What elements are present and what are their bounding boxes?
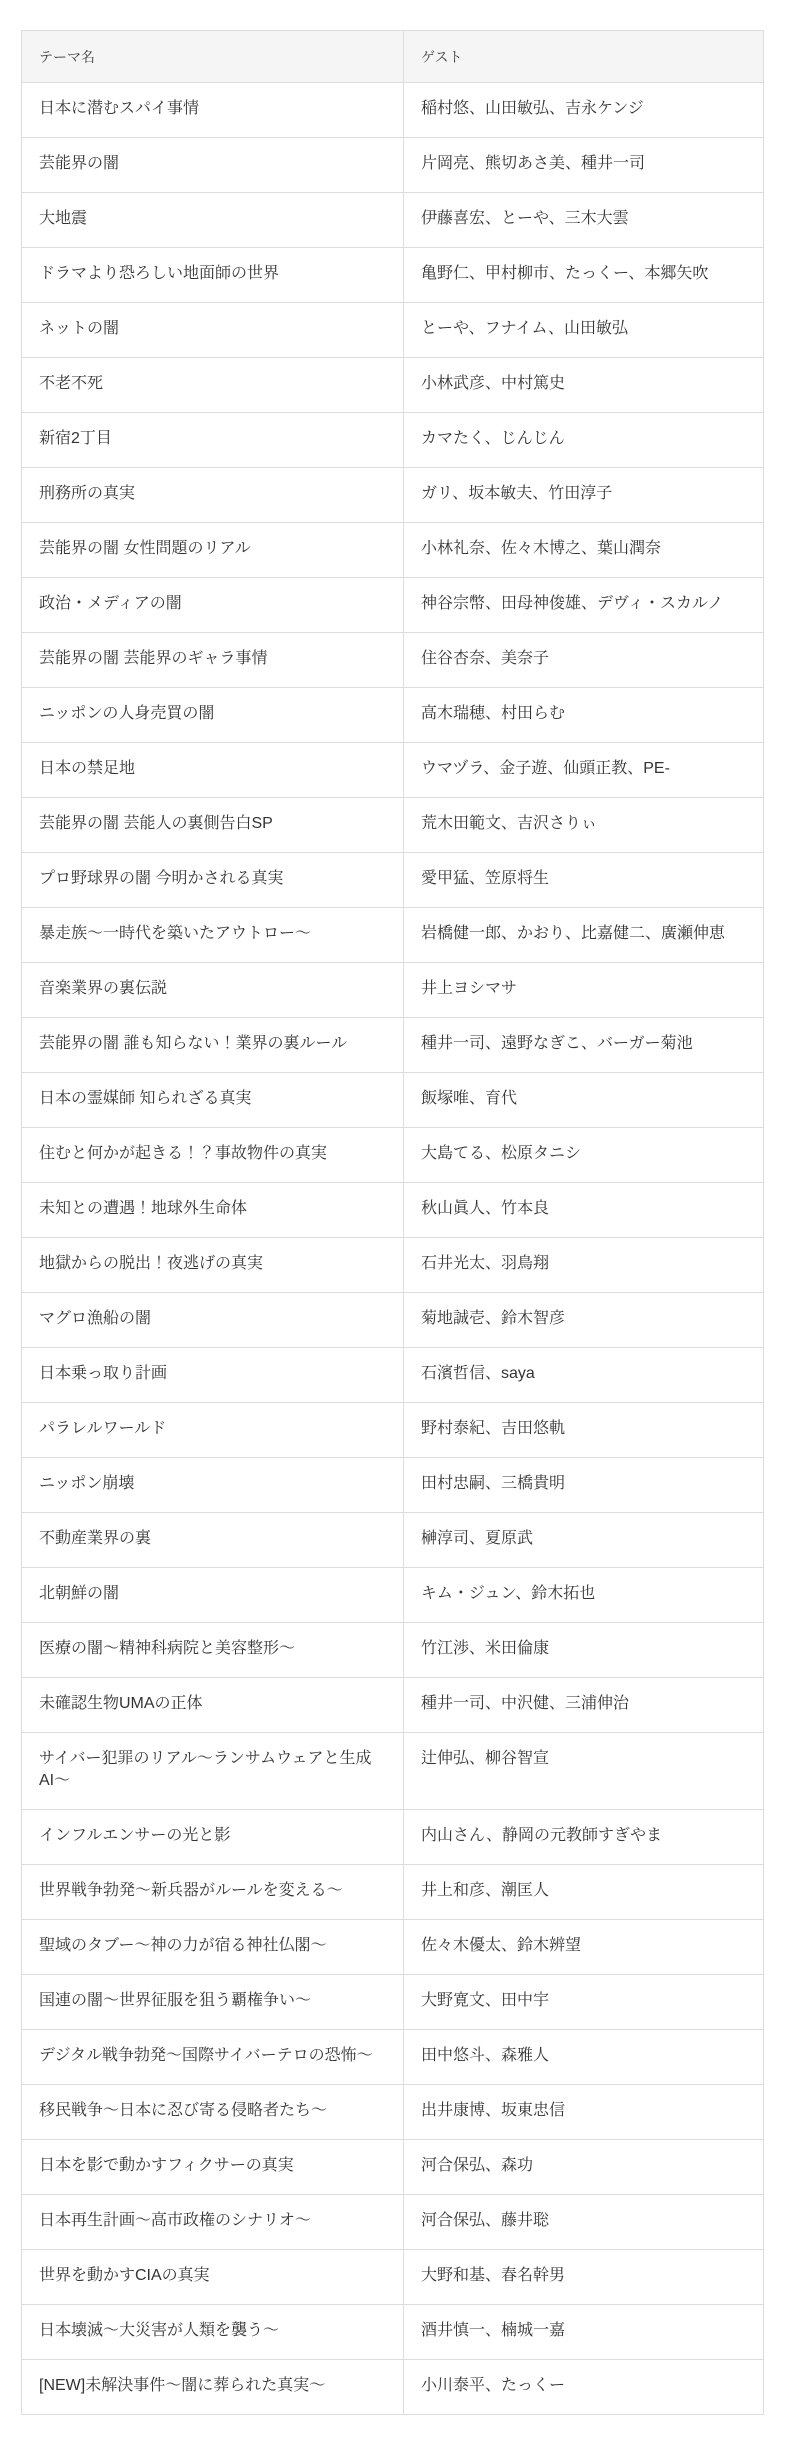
table-row — [22, 1920, 764, 1975]
theme-cell: パラレルワールド — [22, 1403, 404, 1458]
theme-cell: 住むと何かが起きる！？事故物件の真実 — [22, 1128, 404, 1183]
table-row — [22, 2195, 764, 2250]
theme-cell: 未確認生物UMAの正体 — [22, 1678, 404, 1733]
theme-cell: 不動産業界の裏 — [22, 1513, 404, 1568]
theme-cell: 日本に潜むスパイ事情 — [22, 83, 404, 138]
theme-cell: 日本を影で動かすフィクサーの真実 — [22, 2140, 404, 2195]
guest-cell: 神谷宗幣、田母神俊雄、デヴィ・スカルノ — [404, 578, 764, 633]
theme-cell: 日本の霊媒師 知られざる真実 — [22, 1073, 404, 1128]
guest-cell: 秋山眞人、竹本良 — [404, 1183, 764, 1238]
table-row — [22, 2305, 764, 2360]
theme-cell: 世界戦争勃発～新兵器がルールを変える～ — [22, 1865, 404, 1920]
episode-table-container — [21, 30, 763, 2415]
guest-cell: 住谷杏奈、美奈子 — [404, 633, 764, 688]
table-row — [22, 1238, 764, 1293]
table-row — [22, 1128, 764, 1183]
guest-cell: 井上和彦、潮匡人 — [404, 1865, 764, 1920]
guest-cell: 愛甲猛、笠原将生 — [404, 853, 764, 908]
guest-cell: ガリ、坂本敏夫、竹田淳子 — [404, 468, 764, 523]
guest-cell: 菊地誠壱、鈴木智彦 — [404, 1293, 764, 1348]
table-row — [22, 1513, 764, 1568]
guest-cell: 小川泰平、たっくー — [404, 2360, 764, 2415]
guest-cell: 田中悠斗、森雅人 — [404, 2030, 764, 2085]
guest-cell: 荒木田範文、吉沢さりぃ — [404, 798, 764, 853]
table-row — [22, 1678, 764, 1733]
episode-table — [21, 30, 764, 2415]
guest-cell: 種井一司、遠野なぎこ、バーガー菊池 — [404, 1018, 764, 1073]
guest-cell: 飯塚唯、育代 — [404, 1073, 764, 1128]
table-row — [22, 1293, 764, 1348]
theme-cell: ニッポン崩壊 — [22, 1458, 404, 1513]
episode-table-body — [22, 83, 764, 2415]
table-row — [22, 1018, 764, 1073]
table-row — [22, 1733, 764, 1810]
theme-cell: 日本乗っ取り計画 — [22, 1348, 404, 1403]
guest-cell: 榊淳司、夏原武 — [404, 1513, 764, 1568]
theme-cell: 移民戦争～日本に忍び寄る侵略者たち～ — [22, 2085, 404, 2140]
table-row — [22, 248, 764, 303]
theme-cell: ネットの闇 — [22, 303, 404, 358]
theme-cell: マグロ漁船の闇 — [22, 1293, 404, 1348]
theme-cell: 世界を動かすCIAの真実 — [22, 2250, 404, 2305]
guest-cell: 野村泰紀、吉田悠軌 — [404, 1403, 764, 1458]
table-row — [22, 963, 764, 1018]
guest-cell: 河合保弘、森功 — [404, 2140, 764, 2195]
guest-cell: 種井一司、中沢健、三浦伸治 — [404, 1678, 764, 1733]
table-row — [22, 1568, 764, 1623]
theme-cell: 聖域のタブー～神の力が宿る神社仏閣～ — [22, 1920, 404, 1975]
theme-cell: 芸能界の闇 芸能界のギャラ事情 — [22, 633, 404, 688]
guest-cell: ウマヅラ、金子遊、仙頭正教、PE- — [404, 743, 764, 798]
guest-cell: 伊藤喜宏、とーや、三木大雲 — [404, 193, 764, 248]
table-row — [22, 853, 764, 908]
theme-cell: 地獄からの脱出！夜逃げの真実 — [22, 1238, 404, 1293]
table-row — [22, 743, 764, 798]
table-row — [22, 1403, 764, 1458]
guest-cell: 大野和基、春名幹男 — [404, 2250, 764, 2305]
table-row — [22, 193, 764, 248]
guest-cell: 石濱哲信、saya — [404, 1348, 764, 1403]
header-row — [22, 31, 764, 83]
guest-cell: 出井康博、坂東忠信 — [404, 2085, 764, 2140]
table-row — [22, 1623, 764, 1678]
table-row — [22, 468, 764, 523]
guest-cell: 内山さん、静岡の元教師すぎやま — [404, 1810, 764, 1865]
table-row — [22, 303, 764, 358]
guest-cell: 佐々木優太、鈴木辨望 — [404, 1920, 764, 1975]
theme-cell: [NEW]未解決事件～闇に葬られた真実～ — [22, 2360, 404, 2415]
table-row — [22, 83, 764, 138]
column-header-theme: テーマ名 — [22, 31, 404, 83]
table-row — [22, 633, 764, 688]
guest-cell: 小林礼奈、佐々木博之、葉山潤奈 — [404, 523, 764, 578]
theme-cell: 医療の闇～精神科病院と美容整形～ — [22, 1623, 404, 1678]
theme-cell: 日本壊滅～大災害が人類を襲う～ — [22, 2305, 404, 2360]
theme-cell: 芸能界の闇 女性問題のリアル — [22, 523, 404, 578]
theme-cell: 北朝鮮の闇 — [22, 1568, 404, 1623]
guest-cell: 大野寛文、田中宇 — [404, 1975, 764, 2030]
theme-cell: 国連の闇～世界征服を狙う覇権争い～ — [22, 1975, 404, 2030]
theme-cell: 新宿2丁目 — [22, 413, 404, 468]
guest-cell: 片岡亮、熊切あさ美、種井一司 — [404, 138, 764, 193]
table-row — [22, 413, 764, 468]
theme-cell: 政治・メディアの闇 — [22, 578, 404, 633]
table-row — [22, 2030, 764, 2085]
table-row — [22, 578, 764, 633]
guest-cell: 竹江渉、米田倫康 — [404, 1623, 764, 1678]
guest-cell: カマたく、じんじん — [404, 413, 764, 468]
guest-cell: 河合保弘、藤井聡 — [404, 2195, 764, 2250]
column-header-guest: ゲスト — [404, 31, 764, 83]
theme-cell: 日本の禁足地 — [22, 743, 404, 798]
table-row — [22, 1458, 764, 1513]
guest-cell: 亀野仁、甲村柳市、たっくー、本郷矢吹 — [404, 248, 764, 303]
guest-cell: 稲村悠、山田敏弘、吉永ケンジ — [404, 83, 764, 138]
table-row — [22, 2085, 764, 2140]
guest-cell: キム・ジュン、鈴木拓也 — [404, 1568, 764, 1623]
guest-cell: 井上ヨシマサ — [404, 963, 764, 1018]
theme-cell: プロ野球界の闇 今明かされる真実 — [22, 853, 404, 908]
theme-cell: 不老不死 — [22, 358, 404, 413]
guest-cell: 酒井慎一、楠城一嘉 — [404, 2305, 764, 2360]
page — [0, 30, 800, 2463]
theme-cell: 大地震 — [22, 193, 404, 248]
theme-cell: 刑務所の真実 — [22, 468, 404, 523]
guest-cell: 大島てる、松原タニシ — [404, 1128, 764, 1183]
theme-cell: 音楽業界の裏伝説 — [22, 963, 404, 1018]
table-row — [22, 1975, 764, 2030]
theme-cell: 暴走族～一時代を築いたアウトロー～ — [22, 908, 404, 963]
theme-cell: ニッポンの人身売買の闇 — [22, 688, 404, 743]
table-row — [22, 688, 764, 743]
theme-cell: 芸能界の闇 — [22, 138, 404, 193]
guest-cell: 岩橋健一郎、かおり、比嘉健二、廣瀬伸恵 — [404, 908, 764, 963]
table-row — [22, 358, 764, 413]
table-row — [22, 2140, 764, 2195]
guest-cell: 高木瑞穂、村田らむ — [404, 688, 764, 743]
table-row — [22, 798, 764, 853]
table-row — [22, 1865, 764, 1920]
theme-cell: ドラマより恐ろしい地面師の世界 — [22, 248, 404, 303]
table-row — [22, 523, 764, 578]
table-row — [22, 1073, 764, 1128]
theme-cell: デジタル戦争勃発～国際サイバーテロの恐怖～ — [22, 2030, 404, 2085]
theme-cell: 芸能界の闇 誰も知らない！業界の裏ルール — [22, 1018, 404, 1073]
table-row — [22, 1810, 764, 1865]
theme-cell: 未知との遭遇！地球外生命体 — [22, 1183, 404, 1238]
guest-cell: 小林武彦、中村篤史 — [404, 358, 764, 413]
theme-cell: インフルエンサーの光と影 — [22, 1810, 404, 1865]
table-row — [22, 908, 764, 963]
guest-cell: とーや、フナイム、山田敏弘 — [404, 303, 764, 358]
table-row — [22, 2250, 764, 2305]
theme-cell: 日本再生計画～高市政権のシナリオ～ — [22, 2195, 404, 2250]
theme-cell: 芸能界の闇 芸能人の裏側告白SP — [22, 798, 404, 853]
table-row — [22, 2360, 764, 2415]
table-row — [22, 138, 764, 193]
guest-cell: 石井光太、羽鳥翔 — [404, 1238, 764, 1293]
table-row — [22, 1348, 764, 1403]
theme-cell: サイバー犯罪のリアル～ランサムウェアと生成AI～ — [22, 1733, 404, 1810]
guest-cell: 辻伸弘、柳谷智宣 — [404, 1733, 764, 1810]
guest-cell: 田村忠嗣、三橋貴明 — [404, 1458, 764, 1513]
table-row — [22, 1183, 764, 1238]
